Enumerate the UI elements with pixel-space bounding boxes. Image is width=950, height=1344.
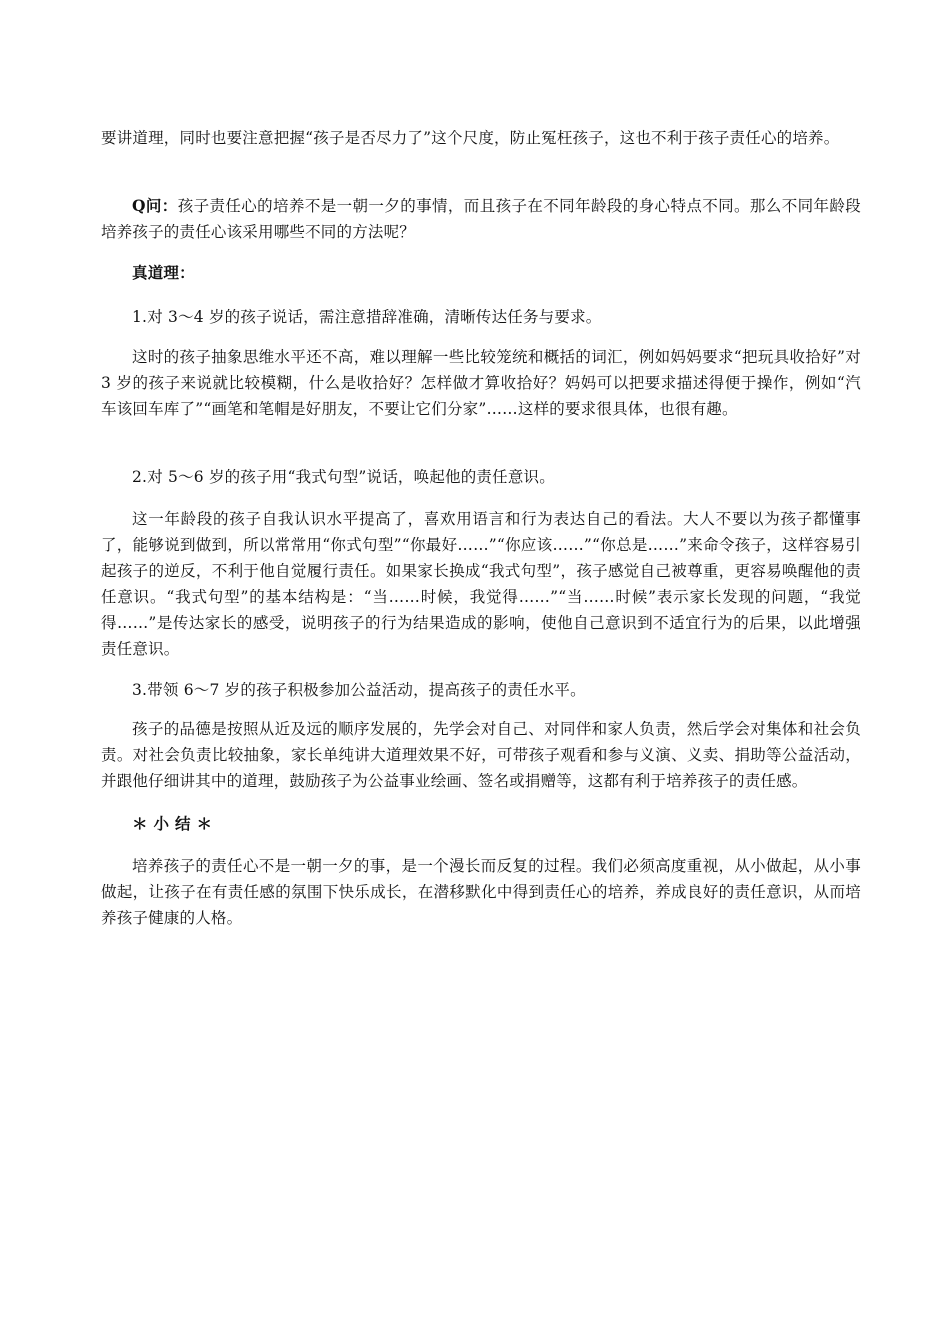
point1-body: 这时的孩子抽象思维水平还不高，难以理解一些比较笼统和概括的词汇，例如妈妈要求“把玩具收拾好”对 3 岁的孩子来说就比较模糊，什么是收拾好？怎样做才算收拾好？妈妈可以把要求描述得便于操作，例如“汽车该回车库了”“画笔和笔帽是好朋友，不要让它们分家”……这样的要求很具体，也很有趣。	[101, 348, 861, 418]
answer-heading: 真道理：	[132, 263, 195, 282]
point2-title: 2.对 5～6 岁的孩子用“我式句型”说话，唤起他的责任意识。	[132, 468, 555, 486]
intro-paragraph: 要讲道理，同时也要注意把握“孩子是否尽力了”这个尺度，防止冤枉孩子，这也不利于孩子责任心的培养。	[101, 129, 840, 147]
point3-title: 3.带领 6～7 岁的孩子积极参加公益活动，提高孩子的责任水平。	[132, 681, 586, 699]
point2-body: 这一年龄段的孩子自我认识水平提高了，喜欢用语言和行为表达自己的看法。大人不要以为孩子都懂事了，能够说到做到，所以常常用“你式句型”“你最好……”“你应该……”“你总是……”来命令孩子，这样容易引起孩子的逆反，不利于他自觉履行责任。如果家长换成“我式句型”，孩子感觉自己被尊重，更容易唤醒他的责任意识。“我式句型”的基本结构是：“当……时候，我觉得……”“当……时候”表示家长发现的问题，“我觉得……”是传达家长的感受，说明孩子的行为结果造成的影响，使他自己意识到不适宜行为的后果，以此增强责任意识。	[101, 510, 861, 658]
question-paragraph	[101, 193, 861, 245]
point1-title: 1.对 3～4 岁的孩子说话，需注意措辞准确，清晰传达任务与要求。	[132, 308, 602, 326]
question-text: 孩子责任心的培养不是一朝一夕的事情，而且孩子在不同年龄段的身心特点不同。那么不同年龄段培养孩子的责任心该采用哪些不同的方法呢？	[101, 197, 861, 241]
summary-heading: ＊小结＊	[132, 814, 219, 833]
summary-body: 培养孩子的责任心不是一朝一夕的事，是一个漫长而反复的过程。我们必须高度重视，从小做起，从小事做起，让孩子在有责任感的氛围下快乐成长，在潜移默化中得到责任心的培养，养成良好的责任意识，从而培养孩子健康的人格。	[101, 857, 861, 927]
point3-body: 孩子的品德是按照从近及远的顺序发展的，先学会对自己、对同伴和家人负责，然后学会对集体和社会负责。对社会负责比较抽象，家长单纯讲大道理效果不好，可带孩子观看和参与义演、义卖、捐助等公益活动，并跟他仔细讲其中的道理，鼓励孩子为公益事业绘画、签名或捐赠等，这都有利于培养孩子的责任感。	[101, 720, 861, 790]
question-label: Q问：	[132, 196, 178, 215]
